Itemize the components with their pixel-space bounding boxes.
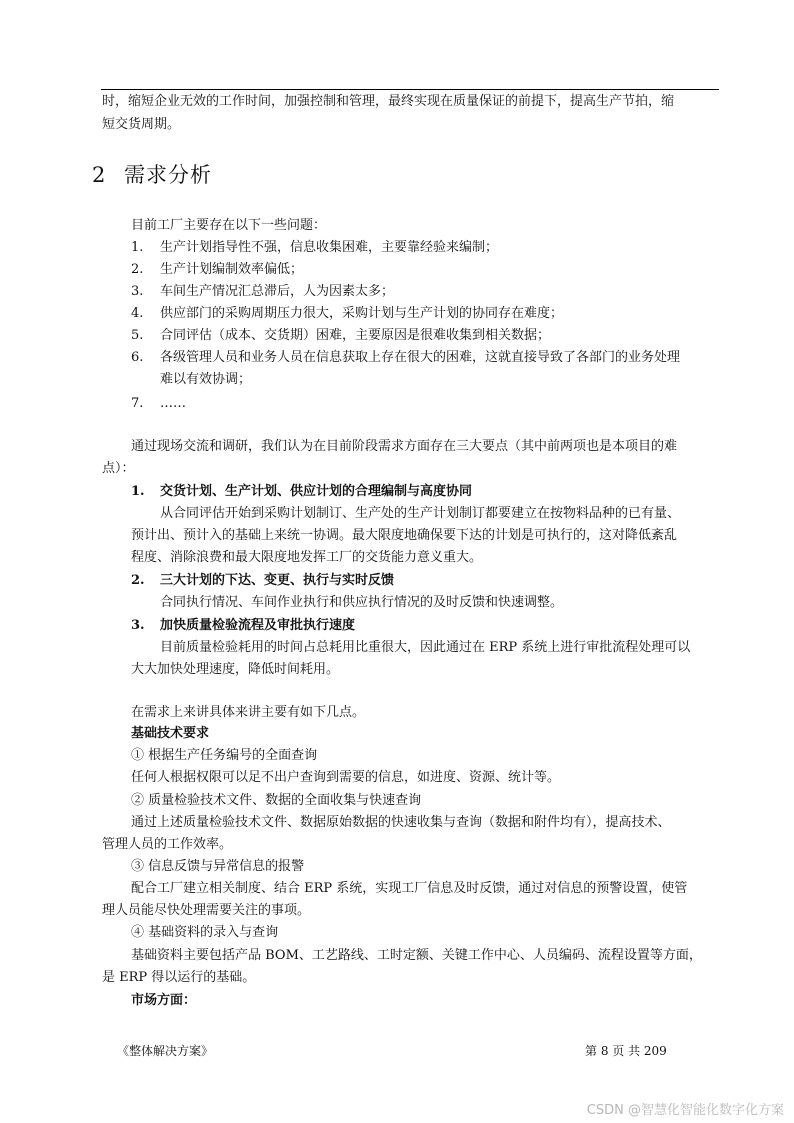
keypoint-body: 合同执行情况、车间作业执行和供应执行情况的及时反馈和快速调整。 [160, 595, 564, 610]
problem-num: 7. [131, 396, 144, 411]
intro-line-2: 短交货周期。 [102, 117, 181, 132]
requirement-label: ② 质量检验技术文件、数据的全面收集与快速查询 [131, 793, 422, 808]
problem-text-cont: 难以有效协调； [160, 372, 252, 387]
keypoint-title: 加快质量检验流程及审批执行速度 [160, 618, 356, 633]
problem-text: 生产计划编制效率偏低； [160, 262, 304, 277]
requirement-label: ③ 信息反馈与异常信息的报警 [131, 859, 305, 874]
requirement-body: 配合工厂建立相关制度、结合 ERP 系统，实现工厂信息及时反馈，通过对信息的预警设置，使管 [131, 881, 688, 896]
requirement-body: 基础资料主要包括产品 BOM、工艺路线、工时定额、关键工作中心、人员编码、流程设置等方面， [131, 948, 702, 963]
problem-text: 车间生产情况汇总滞后，人为因素太多； [160, 284, 395, 299]
keypoint-num: 3. [131, 618, 145, 633]
csdn-watermark: CSDN @智慧化智能化数字化方案 [586, 1103, 784, 1118]
problem-text: 合同评估（成本、交货期）困难，主要原因是很难收集到相关数据； [160, 328, 551, 343]
keypoints-lead-1: 通过现场交流和调研，我们认为在目前阶段需求方面存在三大要点（其中前两项也是本项目的难 [131, 439, 678, 454]
keypoint-body: 程度、消除浪费和最大限度地发挥工厂的交货能力意义重大。 [131, 550, 483, 565]
basic-requirements-title: 基础技术要求 [131, 726, 210, 741]
requirement-body: 管理人员的工作效率。 [102, 837, 233, 852]
footer-page-number: 第 8 页 共 209 [585, 1044, 667, 1058]
keypoint-body: 从合同评估开始到采购计划制订、生产处的生产计划制订都要建立在按物料品种的已有量、 [160, 506, 681, 521]
problem-num: 6. [131, 350, 144, 365]
keypoint-body: 目前质量检验耗用的时间占总耗用比重很大，因此通过在 ERP 系统上进行审批流程处理可以 [160, 640, 691, 655]
requirements-lead: 在需求上来讲具体来讲主要有如下几点。 [131, 705, 366, 720]
problem-num: 4. [131, 306, 144, 321]
problem-num: 3. [131, 284, 144, 299]
keypoint-num: 1. [131, 484, 145, 499]
requirement-body: 任何人根据权限可以足不出户查询到需要的信息，如进度、资源、统计等。 [131, 770, 561, 785]
footer-doc-title: 《整体解决方案》 [117, 1044, 214, 1058]
keypoint-title: 三大计划的下达、变更、执行与实时反馈 [160, 573, 395, 588]
keypoints-lead-2: 点）： [102, 461, 135, 476]
keypoint-body: 大大加快处理速度，降低时间耗用。 [131, 662, 340, 677]
header-rule [101, 89, 719, 90]
requirement-label: ④ 基础资料的录入与查询 [131, 925, 279, 940]
keypoint-title: 交货计划、生产计划、供应计划的合理编制与高度协同 [160, 484, 473, 499]
market-title: 市场方面： [131, 993, 197, 1008]
problem-text: 各级管理人员和业务人员在信息获取上存在很大的困难，这就直接导致了各部门的业务处理 [160, 350, 681, 365]
problem-text: 供应部门的采购周期压力很大，采购计划与生产计划的协同存在难度； [160, 306, 564, 321]
section-number: 2 [92, 163, 107, 187]
requirement-body: 理人员能尽快处理需要关注的事项。 [102, 903, 311, 918]
problem-num: 2. [131, 262, 144, 277]
keypoint-num: 2. [131, 573, 145, 588]
section-title: 需求分析 [124, 163, 213, 187]
requirement-label: ① 根据生产任务编号的全面查询 [131, 748, 318, 763]
intro-line-1: 时，缩短企业无效的工作时间，加强控制和管理，最终实现在质量保证的前提下，提高生产节拍，缩 [102, 94, 675, 109]
problem-text: …… [160, 396, 186, 411]
requirement-body: 通过上述质量检验技术文件、数据原始数据的快速收集与查询（数据和附件均有），提高技术、 [131, 815, 671, 830]
problems-lead: 目前工厂主要存在以下一些问题： [131, 218, 327, 233]
section-heading [92, 161, 212, 189]
problem-num: 1. [131, 240, 144, 255]
problem-num: 5. [131, 328, 144, 343]
requirement-body: 是 ERP 得以运行的基础。 [102, 970, 256, 985]
problem-text: 生产计划指导性不强，信息收集困难，主要靠经验来编制； [160, 240, 499, 255]
keypoint-body: 预计出、预计入的基础上来统一协调。最大限度地确保要下达的计划是可执行的，这对降低紊乱 [131, 528, 678, 543]
